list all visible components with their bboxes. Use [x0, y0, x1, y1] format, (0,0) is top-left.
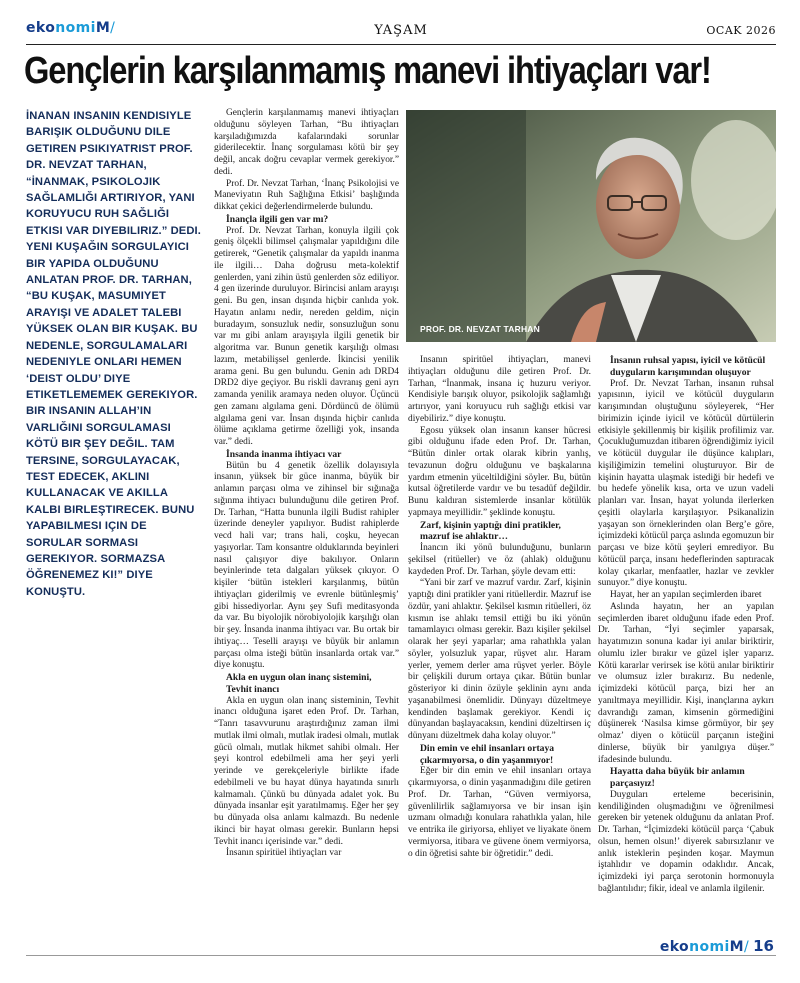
body-paragraph: İnancın iki yönü bulunduğunu, bunların şekilsel (ritüeller) ve öz (ahlak) olduğunu kaydeden Prof. Dr. Tarhan, şöyle devam etti:	[408, 543, 591, 577]
body-paragraph: Akla en uygun olan inanç sisteminin, Tevhit inancı olduğuna işaret eden Prof. Dr. Tarhan, “Tanrı tasavvurunu araştırdığınız zaman ilmi mutlak ilmi olmalı, mutlak iradesi olmalı, mutlak gücü olmalı, mutlak hikmet sahibi olmalı. Her şeyi kontrol edebilmeli ama her şeyi yerli yerinde ve gerekçeleriyle birlikte ifade edebilmeli ve bu hayat dünya hayatında sınırlı kalmamalı. Çünkü bu dünyada adalet yok. Bu dünyada insanlar eşit yaratılmamış. Eğer her şey bu dünyada olsa anlamı kalmazdı. Bu nedenle ikinci bir hayat olması gerekir. Bunların hepsi Tevhit inancı içerisinde var.” dedi.	[214, 695, 399, 847]
subheading: İnsanın ruhsal yapısı, iyicil ve kötücül duyguların karışımından oluşuyor	[610, 355, 766, 378]
body-paragraph: Hayat, her an yapılan seçimlerden ibaret	[610, 590, 762, 600]
body-paragraph: Prof. Dr. Nevzat Tarhan, insanın ruhsal yapısının, iyicil ve kötücül duyguların karışımından oluştuğunu söyleyerek, “Her birimizin içinde iyicil ve kötücül dürtülerin etkisiyle şekillenmiş bir kişilik profilimiz var. Çocukluğumuzdan itibaren öğrendiğimiz iyicil ve kötücül duygular ile düşünce kalıpları, kişiliğimizin temelini oluşturuyor. Bir de kişinin hayatta ulaşmak istediği bir hedefi ve bu hedefe yönelik kısa, orta ve uzun vadeli planları var. İnsan, hayat yolunda ilerlerken çeşitli olaylarla karşılaşıyor. Psikanalizin yaşayan son örneklerinden olan Berg’e göre, içimizdeki kötücül parça aslında egomuzun bir parçası ve bize kötü şeyleri emrediyor. Bu kötücül parça, insanı hedeflerinden saptıracak kolay çıkarlar, menfaatler, hazlar ve zevkler sunuyor.” diye konuştu.	[598, 378, 774, 589]
issue-date: OCAK 2026	[706, 24, 776, 37]
article-lead	[26, 108, 202, 600]
body-paragraph: Egosu yüksek olan insanın kanser hücresi gibi olduğunu ifade eden Prof. Dr. Tarhan, “Bütün dinler ortak olarak kibrin yanlış, tevazunun doğru olduğunu ve başkalarına yardım etmenin yüceltildiğini söyler. Bu, bütün kutsal öğretilerde vardır ve bu tesadüf değildir. Bunu kaldıran sistemlerde insanlar kötülük yapmaya meyillidir.” şeklinde konuştu.	[408, 425, 591, 518]
footer-divider	[26, 955, 776, 956]
subheading: Zarf, kişinin yaptığı dini pratikler, mazruf ise ahlaktır…	[420, 519, 561, 543]
article-column-3	[598, 355, 774, 930]
body-paragraph: Gençlerin karşılanmamış manevi ihtiyaçları olduğunu söyleyen Tarhan, “Bu ihtiyaçları karşıladığımızda kafalarındaki sorunlar giderilecektir. İnanç sorgulaması kötü bir şey değil, ancak doğru cevaplar vermek gerekiyor.” dedi.	[214, 108, 399, 177]
subheading: Akla en uygun olan inanç sistemini, Tevhit inancı	[226, 672, 372, 695]
subheading: Hayatta daha büyük bir anlamın parçasıyız!	[610, 766, 745, 789]
body-paragraph: İnsanın spiritüel ihtiyaçları, manevi ihtiyaçları olduğunu dile getiren Prof. Dr. Tarhan, “İnanmak, insana iç huzuru veriyor. Kendisiyle barışık oluyor, psikolojik sağlamlığı artırıyor, yani koruyucu ruh sağlığı etkisi var diyebiliriz.” diye konuştu.	[408, 355, 591, 424]
article-headline: Gençlerin karşılanmamış manevi ihtiyaçları var!	[24, 50, 711, 92]
photo-illustration	[406, 110, 776, 342]
photo-caption: PROF. DR. NEVZAT TARHAN	[420, 324, 540, 334]
lead-paragraph: İNANAN INSANIN KENDISIYLE BARIŞIK OLDUĞUNU DILE GETIREN PSIKIYATRIST PROF. DR. NEVZAT TARHAN, “İNANMAK, PSIKOLOJIK SAĞLAMLIĞI ARTIRIYOR, YANI KORUYUCU RUH SAĞLIĞI ETKISI VAR DIYEBILIRIZ.” DEDI.	[26, 110, 201, 237]
body-paragraph: Bütün bu 4 genetik özellik dolayısıyla insanın, yüksek bir güce inanma, büyük bir anlamın parçası olma ve zihinsel bir sığınağa sığınma ihtiyacı bulunduğunu dile getiren Prof. Dr. Tarhan, “Hatta bununla ilgili Budist rahipler üzerinde deneyler yapılıyor. Budist rahiplerde vecd hali var; trans hali, coşku, heyecan yaşıyorlar. Tam konsantre olduklarında beyinleri nasıl çalışıyor diye bakılıyor. Onların beyinlerinde teta dalgaları yüksek çıkıyor. O kişiler ‘bütün istekleri karşılanmış, bütün ihtiyaçları giderilmiş ve evrenle bütünleşmiş’ gibi hissediyorlar. Aynı şey Sufi meditasyonda da var. Bu biyolojik nörobiyolojik karşılığı olan bir şey. İnsanda inanma ihtiyacı var. Bu ortak bir ihtiyaç… Teselli arayışı ve büyük bir anlamın parçası olma isteği bütün insanlarda ortak var.” diye konuştu.	[214, 460, 399, 671]
lead-paragraph: YENI KUŞAĞIN SORGULAYICI BIR YAPIDA OLDUĞUNU ANLATAN PROF. DR. TARHAN, “BU KUŞAK, MASUMIYET ARAYIŞI VE ADALET TALEBI YÜKSEK OLAN BIR KUŞAK. BU NEDENLE, SORGULAMALARI NEDENIYLE ONLARI HEMEN ‘DEIST OLDU’ DIYE ETIKETLEMEMEK GEREKIYOR.	[26, 241, 198, 401]
page-header	[26, 20, 776, 50]
section-label: YAŞAM	[374, 23, 428, 38]
ekonomim-logo[interactable]: ekonomiM/	[26, 20, 116, 36]
subheading: İnançla ilgili gen var mı?	[226, 213, 329, 225]
header-divider	[26, 44, 776, 45]
portrait-photo	[406, 110, 776, 342]
body-paragraph: Prof. Dr. Nevzat Tarhan, konuyla ilgili çok geniş ölçekli bilimsel çalışmalar yapıldığını dile getirerek, “Genetik çalışmalar da yapıldı inanma ile ilgili… Daha doğrusu meta-kolektif genlerden, yani zihin üstü genlerden söz ediliyor. 4 gen üzerinde duruluyor. Birincisi anlam arayışı geni. Bu gen, insan dışında hiçbir canlıda yok. Hayatın anlamı nedir, nereden geldim, niçin buradayım, sonsuzluk nedir, sonsuzluğun sonu var mı gibi anlam arayışıyla ilgili genetik bir algoritma var. Bunun genetik karşılığı olması lazım, metabilişsel genlerde. İkincisi yenilik arama geni. Bu gen bulundu. Genin adı DRD4 DRD2 diye geçiyor. Bu riskli davranış geni ayrı zamanda yenilik aramaya neden oluyor. Üçüncü gen zamanı algılama geni. Dördüncü de ölümü algılama geni var. İnsan dışında hiçbir canlıda ölüme açıklama getirme özelliği yok, insanda var.” dedi.	[214, 225, 399, 447]
page-number: 16	[753, 937, 774, 955]
body-paragraph: Duyguları erteleme becerisinin, kendiliğinden oluşmadığını ve öğrenilmesi gereken bir yetenek olduğunu da anlatan Prof. Dr. Tarhan, “İçimizdeki kötücül parça ‘Çabuk olsun, hemen olsun!’ diyerek sabırsızlanır ve anlık isteklerin peşinden koşar. Maymun iştahlıdır ve dopamin odaklıdır. Ancak, içimizdeki iyi parça serotonin hormonuyla bağlantılıdır; fikir, ideal ve anlamla ilgilenir.	[598, 789, 774, 894]
footer-logo[interactable]: ekonomiM/	[659, 939, 750, 955]
body-paragraph: İnsanın spiritüel ihtiyaçları var	[226, 848, 342, 859]
article-column-2	[408, 355, 591, 930]
body-paragraph: Aslında hayatın, her an yapılan seçimlerden ibaret olduğunu ifade eden Prof. Dr. Tarhan, “İyi seçimler yaparsak, hayatımızın sonuna kadar iyi anılar biriktirir, olumlu izler bırakır ve güzel işler yaparız. Kötü kararlar verirsek ise kötü anılar biriktirir ve olumsuz izler bırakırız. Bu nedenle, içimizdeki kötücül parça, bizi her an yanıltmaya meyillidir. Kişi, inançlarına aykırı davrandığı zaman, kimsenin görmediğini düşünerek ‘Nasılsa kimse görmüyor, bir şey olmaz’ diyen o kötücül parçanın isteğini dinlerse, büyük bir yanılgıya düşer.” ifadesinde bulundu.	[598, 601, 774, 765]
subheading: İnsanda inanma ihtiyacı var	[226, 448, 342, 460]
lead-paragraph: BIR INSANIN ALLAH’IN VARLIĞINI SORGULAMASI KÖTÜ BIR ŞEY DEĞIL. TAM TERSINE, SORGULAYACAK, TEST EDECEK, AKLINI KULLANACAK VE AKILLA KALBI BIRLEŞTIRECEK. BUNU YAPABILMESI IÇIN DE SORULAR SORMASI GEREKIYOR. SORMAZSA ÖĞRENEMEZ KI!” DIYE KONUŞTU.	[26, 405, 195, 598]
page-footer	[660, 936, 774, 956]
body-paragraph: Eğer bir din emin ve ehil insanları ortaya çıkarmıyorsa, o dinin yaşanmadığını dile getiren Prof. Dr. Tarhan, “Güven vermiyorsa, güvenlilirlik sağlamıyorsa ve bir insan işin uzmanı olmadığı konulara rahatlıkla yalan, hile ve entrika ile giriyorsa, ehliyet ve liyakate önem vermiyorsa, itibara ve güvene önem vermiyorsa, o din öğretisi sahte bir öğretidir.” dedi.	[408, 766, 591, 859]
body-paragraph: “Yani bir zarf ve mazruf vardır. Zarf, kişinin yaptığı dini pratikler yani ritüellerdir. Mazruf ise özdür, yani ahlaktır. Şekilsel kısmın ritüelleri, öz kısmın ise ahlakı temsil ettiği bu iki yönün tamamlayıcı olması gerekir. Bazı kişiler şekilsel olarak her şeyi yaparlar; ama rahatlıkla yalan söyler, yolsuzluk yapar, rüşvet alır. Haram yerler, yemem derler ama rüşvet yerler. Böyle bir çelişkili durum ortaya çıkar. Bütün bunlar gösteriyor ki dinin özüyle şeklinin aynı anda yaşanabilmesi önemlidir. Dünyayı düzeltmeye kendinden başlamak gerekiyor. Kendi iç dünyandan başlayacaksın, kendini düzeltirsen iç dünyanı düzeltmek daha kolay oluyor.”	[408, 578, 591, 741]
body-paragraph: Prof. Dr. Nevzat Tarhan, ‘İnanç Psikolojisi ve Maneviyatın Ruh Sağlığına Etkisi’ başlığında dikkat çekici değerlendirmelerde bulundu.	[214, 178, 399, 212]
subheading: Din emin ve ehil insanları ortaya çıkarmıyorsa, o din yaşanmıyor!	[420, 742, 555, 766]
article-column-middle	[214, 108, 399, 930]
